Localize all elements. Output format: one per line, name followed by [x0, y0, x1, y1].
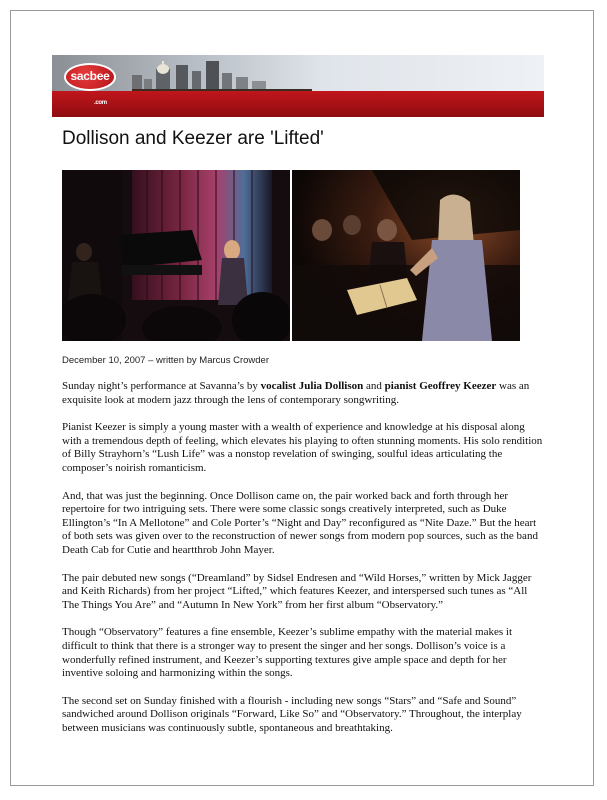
- article-paragraph: Sunday night’s performance at Savanna’s by vocalist Julia Dollison and pianist Geoffrey Keezer was an exquisite look at modern jazz through the lens of contemporary songwriting.: [62, 380, 530, 406]
- sacbee-logo[interactable]: [64, 63, 116, 106]
- pianist-name: pianist Geoffrey Keezer: [384, 380, 497, 392]
- logo-text: sacbee: [70, 69, 110, 83]
- article-paragraph: Though “Observatory” features a fine ensemble, Keezer’s sublime empathy with the material makes it difficult to think that there is a stronger way to present the singer and her songs. Dollison’s voice is a wonderfully refined instrument, and Keezer’s supporting textures give ample space and depth for her inventive soloing and harmonizing within the songs.: [62, 626, 513, 680]
- article-paragraph: Pianist Keezer is simply a young master with a wealth of experience and knowledge at his disposal along with a tremendous depth of feeling, which elevates his playing to often stunning moments. His solo rendition of Billy Strayhorn’s “Lush Life” was a nonstop revelation of swinging, soulful ideas articulating the composer’s noirish romanticism.: [62, 421, 543, 474]
- city-skyline-image: [132, 61, 312, 93]
- article-body: [62, 380, 546, 749]
- article-dateline: December 10, 2007 – written by Marcus Crowder: [62, 355, 269, 366]
- banner-red-band: [52, 91, 544, 117]
- vocalist-name: vocalist Julia Dollison: [260, 380, 364, 392]
- logo-subtext: .com: [94, 100, 107, 106]
- article-paragraph: The pair debuted new songs (“Dreamland” by Sidsel Endresen and “Wild Horses,” written by Mick Jagger and Keith Richards) from her project “Lifted,” which features Keezer, and interspersed such tunes as “All The Things You Are” and “Autumn In New York” from her first album “Observatory.”: [62, 571, 532, 611]
- article-title: Dollison and Keezer are 'Lifted': [62, 128, 324, 149]
- concert-photo-stage: [62, 170, 290, 341]
- article-paragraph: The second set on Sunday finished with a flourish - including new songs “Stars” and “Safe and Sound” sandwiched around Dollison originals “Forward, Like So” and “Observatory.” Throughout, the interplay between musicians was continuously subtle, spontaneous and breathtaking.: [62, 694, 522, 734]
- article-paragraph: And, that was just the beginning. Once Dollison came on, the pair worked back and forth through her repertoire for two intriguing sets. There were some classic songs creatively interpreted, such as Duke Ellington’s “In A Mellotone” and Cole Porter’s “Night and Day” reconfigured as “Nite Daze.” But the heart of both sets was given over to the reconstruction of newer songs from modern pop sources, such as the band Death Cab for Cutie and heartthrob John Mayer.: [62, 489, 538, 556]
- concert-photo-closeup: [292, 170, 520, 341]
- header-banner: [52, 55, 544, 117]
